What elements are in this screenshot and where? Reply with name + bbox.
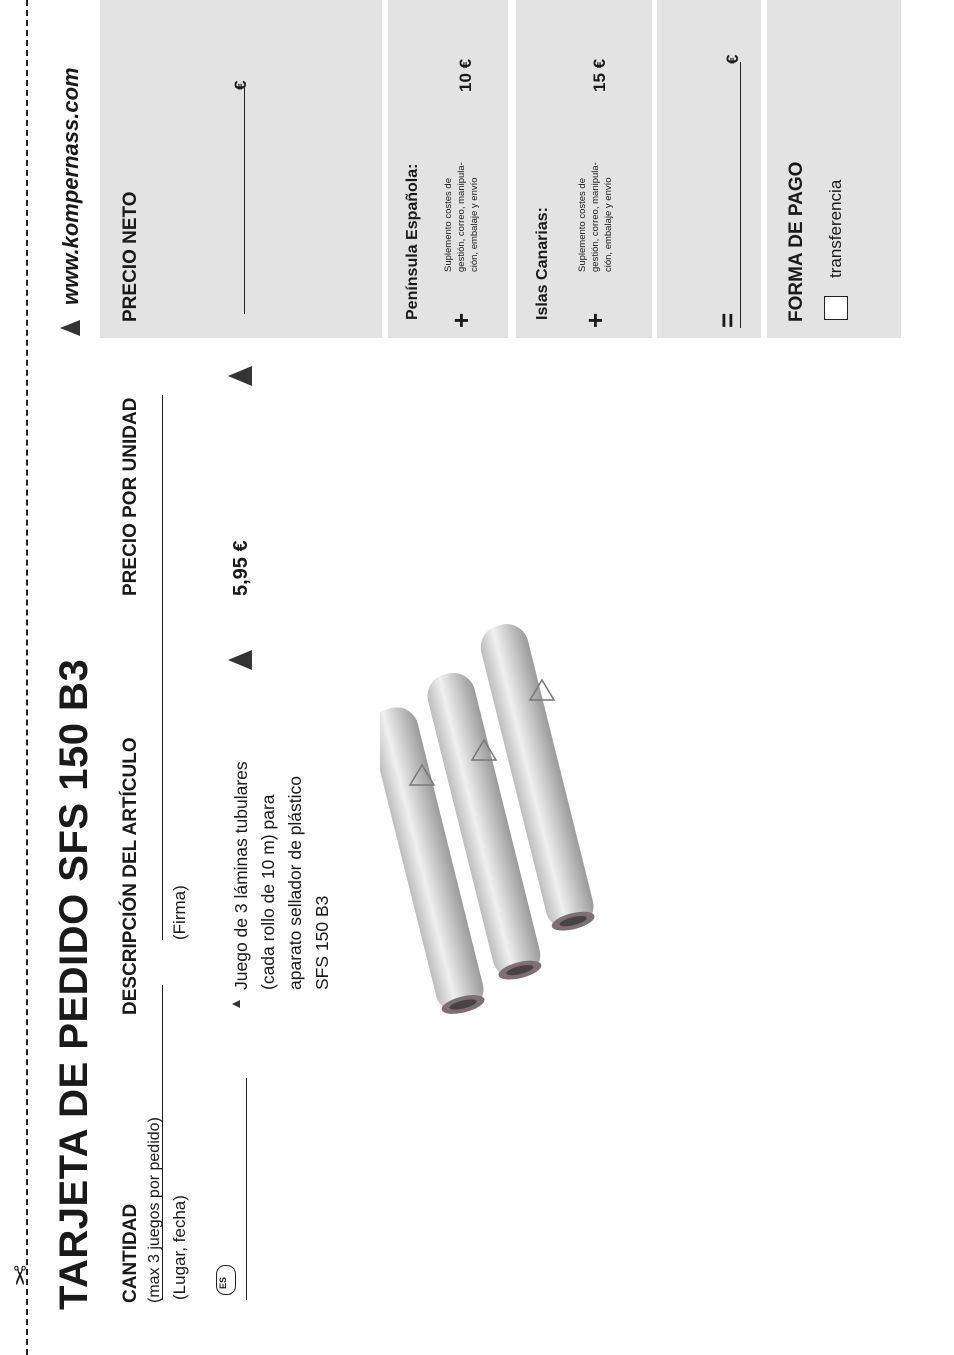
- quantity-note: (max 3 juegos por pedido): [146, 1117, 163, 1303]
- equals-sign: =: [712, 312, 742, 328]
- net-price-panel: [100, 0, 382, 338]
- total-panel: [657, 0, 761, 338]
- transfer-checkbox[interactable]: [824, 296, 848, 320]
- surcharge-text-1: Suplemento costes de gestión, correo, manipula- ción, embalaje y envío: [443, 162, 480, 272]
- net-price-currency: €: [231, 80, 250, 90]
- bullet-icon: [232, 1000, 240, 1008]
- quantity-input-line[interactable]: [246, 1078, 247, 1300]
- cut-line: [26, 0, 28, 1355]
- surcharge-region-1: Península Española:: [404, 163, 421, 320]
- quantity-header: CANTIDAD: [120, 1203, 141, 1303]
- surcharge-amount-2: 15 €: [590, 58, 609, 92]
- total-currency: €: [723, 54, 742, 64]
- place-date-line[interactable]: [162, 985, 163, 1300]
- tube-rolls-image: [380, 610, 640, 1040]
- surcharge-text-2: Suplemento costes de gestión, correo, manipula- ción, embalaje y envío: [577, 162, 614, 272]
- surcharge-region-2: Islas Canarias:: [534, 207, 551, 320]
- signature-label: (Firma): [170, 885, 189, 940]
- plus-sign-1: +: [446, 312, 476, 328]
- country-code: ES: [218, 1276, 228, 1289]
- scissors-icon: ✂: [4, 1264, 35, 1287]
- signature-line[interactable]: [162, 395, 163, 940]
- website-link[interactable]: www.kompernass.com: [58, 67, 83, 305]
- place-date-label: (Lugar, fecha): [170, 1195, 189, 1300]
- net-price-input-line[interactable]: [244, 88, 245, 314]
- net-price-header: PRECIO NETO: [120, 191, 141, 322]
- arrow-left-icon: [228, 650, 252, 670]
- description-header: DESCRIPCIÓN DEL ARTÍCULO: [120, 737, 141, 1015]
- item-description: Juego de 3 láminas tubulares (cada rollo de 10 m) para aparato sellador de plástico SFS 150 B3: [231, 761, 332, 990]
- surcharge-amount-1: 10 €: [456, 58, 475, 92]
- payment-header: FORMA DE PAGO: [786, 161, 807, 322]
- unit-price-header: PRECIO POR UNIDAD: [120, 397, 141, 596]
- transfer-label: transferencia: [826, 179, 845, 278]
- arrow-right-icon: [228, 366, 252, 386]
- total-input-line[interactable]: [740, 62, 741, 328]
- page-title: TARJETA DE PEDIDO SFS 150 B3: [52, 658, 96, 1310]
- unit-price-value: 5,95 €: [230, 540, 252, 596]
- website-arrow-icon: [60, 320, 80, 336]
- plus-sign-2: +: [580, 312, 610, 328]
